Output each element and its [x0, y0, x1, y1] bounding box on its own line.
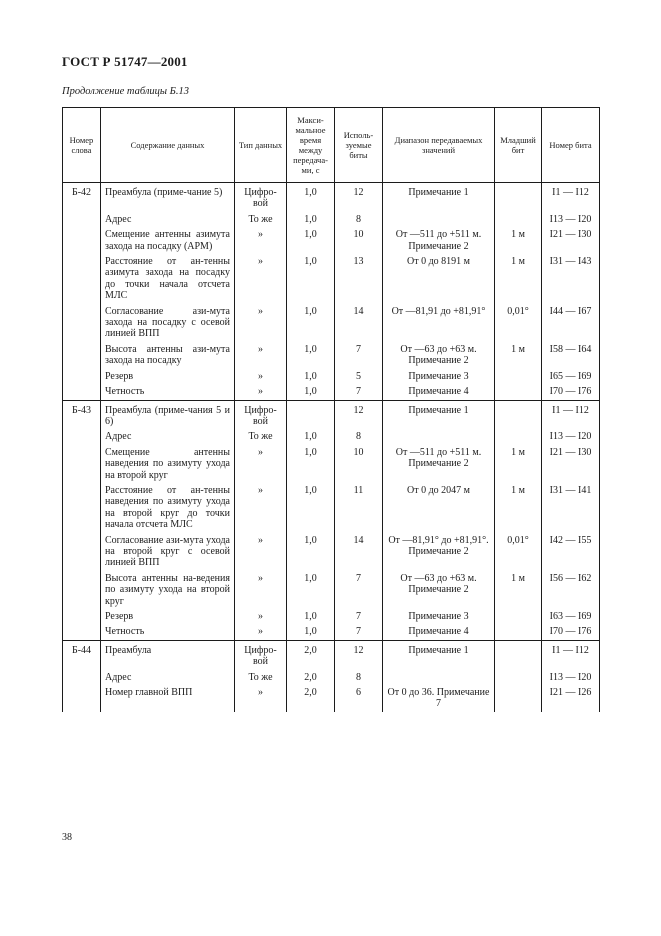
bit-number-cell: I70 — I76 — [542, 624, 600, 640]
lsb-cell: 0,01° — [495, 533, 542, 571]
max-interval-cell: 1,0 — [287, 429, 335, 444]
column-header: Макси-мальное время между передача-ми, с — [287, 108, 335, 183]
lsb-cell: 1 м — [495, 571, 542, 609]
max-interval-cell: 1,0 — [287, 483, 335, 533]
table-row — [63, 384, 600, 400]
max-interval-cell: 1,0 — [287, 571, 335, 609]
word-number-cell — [63, 342, 101, 369]
data-content-cell: Четность — [101, 624, 235, 640]
data-content-cell: Смещение антенны наведения по азимуту ухода на второй круг — [101, 445, 235, 483]
data-content-cell: Преамбула (приме-чание 5) — [101, 183, 235, 212]
max-interval-cell: 1,0 — [287, 304, 335, 342]
data-content-cell: Высота антенны ази-мута захода на посадку — [101, 342, 235, 369]
data-content-cell: Согласование ази-мута захода на посадку с осевой линией ВПП — [101, 304, 235, 342]
used-bits-cell: 10 — [335, 445, 383, 483]
max-interval-cell: 1,0 — [287, 533, 335, 571]
lsb-cell — [495, 369, 542, 384]
value-range-cell: От 0 до 2047 м — [383, 483, 495, 533]
max-interval-cell: 1,0 — [287, 445, 335, 483]
table-row — [63, 429, 600, 444]
table-row — [63, 609, 600, 624]
used-bits-cell: 12 — [335, 640, 383, 669]
used-bits-cell: 7 — [335, 609, 383, 624]
data-content-cell: Согласование ази-мута ухода на второй круг с осевой линией ВПП — [101, 533, 235, 571]
bit-number-cell: I56 — I62 — [542, 571, 600, 609]
lsb-cell: 1 м — [495, 483, 542, 533]
data-content-cell: Расстояние от ан-тенны азимута захода на посадку до точки начала отсчета МЛС — [101, 254, 235, 304]
used-bits-cell: 12 — [335, 183, 383, 212]
word-number-cell — [63, 369, 101, 384]
bit-number-cell: I31 — I41 — [542, 483, 600, 533]
table-row — [63, 212, 600, 227]
bit-number-cell: I44 — I67 — [542, 304, 600, 342]
used-bits-cell: 8 — [335, 429, 383, 444]
table-row — [63, 640, 600, 669]
data-type-cell: То же — [235, 429, 287, 444]
lsb-cell — [495, 212, 542, 227]
data-type-cell: » — [235, 254, 287, 304]
lsb-cell — [495, 183, 542, 212]
max-interval-cell: 1,0 — [287, 183, 335, 212]
lsb-cell — [495, 384, 542, 400]
max-interval-cell: 1,0 — [287, 384, 335, 400]
document-title: ГОСТ Р 51747—2001 — [62, 54, 188, 69]
word-number-cell — [63, 254, 101, 304]
bit-number-cell: I58 — I64 — [542, 342, 600, 369]
table-row — [63, 227, 600, 254]
data-type-cell: » — [235, 342, 287, 369]
value-range-cell — [383, 212, 495, 227]
column-header: Тип данных — [235, 108, 287, 183]
max-interval-cell: 1,0 — [287, 254, 335, 304]
table-row — [63, 254, 600, 304]
used-bits-cell: 14 — [335, 304, 383, 342]
column-header: Номер слова — [63, 108, 101, 183]
word-number-cell — [63, 685, 101, 712]
data-content-cell: Резерв — [101, 609, 235, 624]
max-interval-cell — [287, 400, 335, 429]
table-row — [63, 685, 600, 712]
value-range-cell: Примечание 4 — [383, 384, 495, 400]
max-interval-cell: 1,0 — [287, 212, 335, 227]
value-range-cell: Примечание 3 — [383, 609, 495, 624]
max-interval-cell: 1,0 — [287, 369, 335, 384]
word-number-cell — [63, 533, 101, 571]
value-range-cell: От 0 до 8191 м — [383, 254, 495, 304]
word-number-cell — [63, 670, 101, 685]
data-type-cell: То же — [235, 670, 287, 685]
data-type-cell: » — [235, 533, 287, 571]
bit-number-cell: I13 — I20 — [542, 212, 600, 227]
used-bits-cell: 7 — [335, 571, 383, 609]
table-header-row — [63, 108, 600, 183]
word-number-cell — [63, 571, 101, 609]
data-table — [62, 107, 600, 712]
value-range-cell: От 0 до 36. Примечание 7 — [383, 685, 495, 712]
data-type-cell: » — [235, 571, 287, 609]
data-type-cell: Цифро-вой — [235, 640, 287, 669]
table-header — [63, 108, 600, 183]
used-bits-cell: 12 — [335, 400, 383, 429]
word-number-cell: Б-42 — [63, 183, 101, 212]
word-number-cell: Б-44 — [63, 640, 101, 669]
bit-number-cell: I13 — I20 — [542, 670, 600, 685]
value-range-cell: От —81,91 до +81,91° — [383, 304, 495, 342]
used-bits-cell: 7 — [335, 342, 383, 369]
data-content-cell: Резерв — [101, 369, 235, 384]
bit-number-cell: I31 — I43 — [542, 254, 600, 304]
data-content-cell: Адрес — [101, 670, 235, 685]
table-row — [63, 624, 600, 640]
data-content-cell: Номер главной ВПП — [101, 685, 235, 712]
word-number-cell — [63, 227, 101, 254]
word-number-cell — [63, 384, 101, 400]
lsb-cell — [495, 624, 542, 640]
word-number-cell: Б-43 — [63, 400, 101, 429]
data-type-cell: Цифро-вой — [235, 400, 287, 429]
word-number-cell — [63, 624, 101, 640]
data-type-cell: » — [235, 483, 287, 533]
value-range-cell: От —63 до +63 м. Примечание 2 — [383, 571, 495, 609]
column-header: Исполь-зуемые биты — [335, 108, 383, 183]
value-range-cell: От —81,91° до +81,91°. Примечание 2 — [383, 533, 495, 571]
word-number-cell — [63, 445, 101, 483]
max-interval-cell: 2,0 — [287, 685, 335, 712]
bit-number-cell: I13 — I20 — [542, 429, 600, 444]
data-type-cell: » — [235, 304, 287, 342]
data-type-cell: То же — [235, 212, 287, 227]
table-row — [63, 571, 600, 609]
bit-number-cell: I21 — I30 — [542, 445, 600, 483]
column-header: Младший бит — [495, 108, 542, 183]
column-header: Диапазон передаваемых значений — [383, 108, 495, 183]
table-row — [63, 400, 600, 429]
used-bits-cell: 13 — [335, 254, 383, 304]
table-row — [63, 445, 600, 483]
data-type-cell: » — [235, 384, 287, 400]
value-range-cell: От —511 до +511 м. Примечание 2 — [383, 445, 495, 483]
value-range-cell — [383, 429, 495, 444]
used-bits-cell: 6 — [335, 685, 383, 712]
used-bits-cell: 8 — [335, 670, 383, 685]
data-type-cell: » — [235, 445, 287, 483]
value-range-cell: Примечание 1 — [383, 640, 495, 669]
table-row — [63, 304, 600, 342]
max-interval-cell: 1,0 — [287, 342, 335, 369]
data-content-cell: Адрес — [101, 212, 235, 227]
bit-number-cell: I1 — I12 — [542, 400, 600, 429]
value-range-cell: Примечание 4 — [383, 624, 495, 640]
bit-number-cell: I1 — I12 — [542, 183, 600, 212]
word-number-cell — [63, 429, 101, 444]
data-content-cell: Расстояние от ан-тенны наведения по азимуту ухода на второй круг до точки начала отсчета МЛС — [101, 483, 235, 533]
table-row — [63, 369, 600, 384]
lsb-cell — [495, 400, 542, 429]
value-range-cell: От —511 до +511 м. Примечание 2 — [383, 227, 495, 254]
bit-number-cell: I21 — I30 — [542, 227, 600, 254]
data-content-cell: Преамбула — [101, 640, 235, 669]
table-caption: Продолжение таблицы Б.13 — [62, 86, 189, 97]
data-type-cell: Цифро-вой — [235, 183, 287, 212]
max-interval-cell: 2,0 — [287, 670, 335, 685]
table-row — [63, 342, 600, 369]
lsb-cell — [495, 609, 542, 624]
data-type-cell: » — [235, 609, 287, 624]
max-interval-cell: 1,0 — [287, 624, 335, 640]
value-range-cell: Примечание 1 — [383, 400, 495, 429]
bit-number-cell: I1 — I12 — [542, 640, 600, 669]
data-type-cell: » — [235, 369, 287, 384]
table-body — [63, 183, 600, 712]
data-type-cell: » — [235, 624, 287, 640]
table-row — [63, 533, 600, 571]
bit-number-cell: I63 — I69 — [542, 609, 600, 624]
used-bits-cell: 7 — [335, 624, 383, 640]
lsb-cell: 1 м — [495, 227, 542, 254]
column-header: Содержание данных — [101, 108, 235, 183]
word-number-cell — [63, 609, 101, 624]
table-row — [63, 183, 600, 212]
word-number-cell — [63, 212, 101, 227]
used-bits-cell: 11 — [335, 483, 383, 533]
bit-number-cell: I42 — I55 — [542, 533, 600, 571]
bit-number-cell: I21 — I26 — [542, 685, 600, 712]
data-type-cell: » — [235, 685, 287, 712]
data-content-cell: Высота антенны на-ведения по азимуту ухода на второй круг — [101, 571, 235, 609]
used-bits-cell: 8 — [335, 212, 383, 227]
lsb-cell: 1 м — [495, 254, 542, 304]
table-row — [63, 670, 600, 685]
used-bits-cell: 10 — [335, 227, 383, 254]
table-row — [63, 483, 600, 533]
value-range-cell: Примечание 3 — [383, 369, 495, 384]
lsb-cell — [495, 640, 542, 669]
word-number-cell — [63, 483, 101, 533]
bit-number-cell: I70 — I76 — [542, 384, 600, 400]
lsb-cell — [495, 685, 542, 712]
data-content-cell: Смещение антенны азимута захода на посадку (АРМ) — [101, 227, 235, 254]
max-interval-cell: 1,0 — [287, 609, 335, 624]
data-content-cell: Преамбула (приме-чания 5 и 6) — [101, 400, 235, 429]
value-range-cell: Примечание 1 — [383, 183, 495, 212]
lsb-cell: 1 м — [495, 342, 542, 369]
data-type-cell: » — [235, 227, 287, 254]
lsb-cell — [495, 429, 542, 444]
data-content-cell: Четность — [101, 384, 235, 400]
data-content-cell: Адрес — [101, 429, 235, 444]
lsb-cell: 1 м — [495, 445, 542, 483]
data-table-container — [62, 107, 599, 712]
used-bits-cell: 7 — [335, 384, 383, 400]
column-header: Номер бита — [542, 108, 600, 183]
word-number-cell — [63, 304, 101, 342]
lsb-cell — [495, 670, 542, 685]
lsb-cell: 0,01° — [495, 304, 542, 342]
value-range-cell: От —63 до +63 м. Примечание 2 — [383, 342, 495, 369]
max-interval-cell: 1,0 — [287, 227, 335, 254]
max-interval-cell: 2,0 — [287, 640, 335, 669]
used-bits-cell: 14 — [335, 533, 383, 571]
bit-number-cell: I65 — I69 — [542, 369, 600, 384]
page-number: 38 — [62, 832, 72, 843]
used-bits-cell: 5 — [335, 369, 383, 384]
value-range-cell — [383, 670, 495, 685]
